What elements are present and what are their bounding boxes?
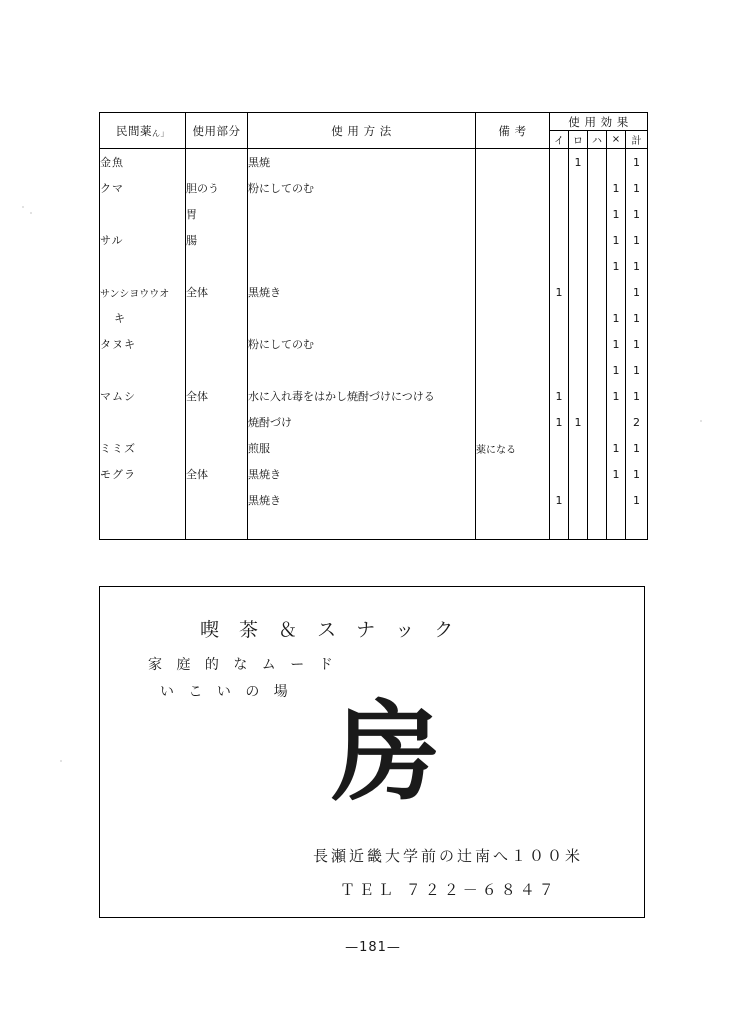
cell-effect-total: 1 [626, 383, 648, 409]
cell-effect-x: 1 [607, 331, 626, 357]
cell-part [186, 487, 248, 513]
cell-method: 黒焼き [248, 461, 476, 487]
cell-name: マムシ [100, 383, 186, 409]
cell-effect-total: 1 [626, 201, 648, 227]
cell-effect-ha [588, 383, 607, 409]
cell-effect-i [550, 461, 569, 487]
cell-note [476, 357, 550, 383]
cell-effect-total: 1 [626, 487, 648, 513]
cell-effect-total: 1 [626, 461, 648, 487]
cell-effect-ro [569, 383, 588, 409]
cell-note [476, 409, 550, 435]
cell-part: 全体 [186, 383, 248, 409]
cell-effect-total: 1 [626, 227, 648, 253]
cell-note [476, 305, 550, 331]
cell-part: 腸 [186, 227, 248, 253]
cell-effect-total: 1 [626, 331, 648, 357]
cell-effect-x: 1 [607, 435, 626, 461]
cell-name [100, 201, 186, 227]
cell-part [186, 331, 248, 357]
cell-method [248, 227, 476, 253]
cell-effect-ro [569, 175, 588, 201]
cell-effect-i: 1 [550, 409, 569, 435]
cell-effect-i [550, 253, 569, 279]
cell-effect-ro [569, 253, 588, 279]
cell-effect-ha [588, 175, 607, 201]
scan-speck [22, 206, 24, 208]
scan-speck [60, 760, 62, 762]
cell-method [248, 305, 476, 331]
table-row [100, 435, 648, 461]
table-row [100, 305, 648, 331]
cell-name [100, 409, 186, 435]
cell-method [248, 513, 476, 540]
cell-effect-x: 1 [607, 227, 626, 253]
cell-effect-x [607, 149, 626, 176]
cell-effect-ro [569, 487, 588, 513]
cell-note [476, 331, 550, 357]
folk-medicine-table [99, 112, 647, 540]
table-row [100, 357, 648, 383]
cell-name: サンシヨウウオ [100, 279, 186, 305]
cell-method: 黒焼 [248, 149, 476, 176]
cell-name [100, 513, 186, 540]
cell-effect-x: 1 [607, 201, 626, 227]
cell-effect-ha [588, 435, 607, 461]
cell-note [476, 279, 550, 305]
table-row [100, 331, 648, 357]
table-row [100, 253, 648, 279]
table-body [100, 149, 648, 540]
cell-note [476, 461, 550, 487]
cell-effect-ha [588, 487, 607, 513]
cell-name [100, 357, 186, 383]
header-effect-group: 使 用 効 果 [550, 113, 648, 131]
cell-name [100, 487, 186, 513]
table-row [100, 487, 648, 513]
cell-note [476, 383, 550, 409]
cell-name: ミミズ [100, 435, 186, 461]
scan-speck [30, 212, 32, 214]
header-name-label: 民間薬 [116, 123, 152, 138]
ad-subtitle-2: い こ い の 場 [160, 684, 293, 700]
cell-effect-total: 1 [626, 253, 648, 279]
cell-name: タヌキ [100, 331, 186, 357]
cell-effect-ro [569, 513, 588, 540]
cell-method: 水に入れ毒をはかし焼酎づけにつける [248, 383, 476, 409]
cell-note [476, 227, 550, 253]
header-part: 使用部分 [186, 113, 248, 149]
header-name [100, 113, 186, 149]
cell-effect-ro [569, 305, 588, 331]
table-row [100, 149, 648, 176]
cell-method: 黒焼き [248, 487, 476, 513]
cell-effect-ha [588, 201, 607, 227]
header-effect-i: イ [550, 131, 569, 149]
cell-part: 全体 [186, 461, 248, 487]
cell-method: 煎服 [248, 435, 476, 461]
cell-effect-i [550, 175, 569, 201]
ad-subtitle-1: 家 庭 的 な ム ー ド [148, 657, 338, 673]
scan-speck [700, 420, 702, 422]
cell-effect-total [626, 513, 648, 540]
cell-effect-x: 1 [607, 253, 626, 279]
cell-effect-ro [569, 461, 588, 487]
advertisement-box [99, 586, 645, 918]
header-method: 使 用 方 法 [248, 113, 476, 149]
cell-effect-i: 1 [550, 383, 569, 409]
cell-effect-ro [569, 201, 588, 227]
cell-name [100, 253, 186, 279]
table-row [100, 227, 648, 253]
header-effect-x: × [607, 131, 626, 149]
table-row [100, 383, 648, 409]
cell-effect-ha [588, 227, 607, 253]
cell-effect-i [550, 357, 569, 383]
cell-effect-x: 1 [607, 175, 626, 201]
table-row [100, 409, 648, 435]
cell-effect-i [550, 513, 569, 540]
cell-part [186, 253, 248, 279]
cell-effect-x [607, 279, 626, 305]
cell-effect-ha [588, 253, 607, 279]
cell-part [186, 357, 248, 383]
cell-effect-total: 1 [626, 357, 648, 383]
cell-effect-i [550, 201, 569, 227]
cell-note: 薬になる [476, 435, 550, 461]
cell-effect-ha [588, 279, 607, 305]
cell-method [248, 201, 476, 227]
cell-effect-total: 1 [626, 279, 648, 305]
cell-note [476, 487, 550, 513]
cell-note [476, 149, 550, 176]
cell-effect-ro: 1 [569, 409, 588, 435]
header-effect-total: 計 [626, 131, 648, 149]
cell-effect-x [607, 513, 626, 540]
cell-method: 黒焼き [248, 279, 476, 305]
cell-effect-ro [569, 279, 588, 305]
cell-method [248, 357, 476, 383]
cell-part: 全体 [186, 279, 248, 305]
cell-method: 焼酎づけ [248, 409, 476, 435]
page-number: —181— [345, 940, 401, 955]
table-row [100, 461, 648, 487]
cell-effect-i [550, 227, 569, 253]
cell-name: キ [100, 305, 186, 331]
table-row [100, 513, 648, 540]
cell-part [186, 149, 248, 176]
ad-logo-character: 房 [332, 690, 441, 816]
cell-name: クマ [100, 175, 186, 201]
cell-effect-i [550, 149, 569, 176]
cell-effect-x [607, 487, 626, 513]
cell-note [476, 513, 550, 540]
table [99, 112, 648, 540]
cell-effect-total: 1 [626, 305, 648, 331]
cell-name: サル [100, 227, 186, 253]
header-note: 備 考 [476, 113, 550, 149]
cell-name: モグラ [100, 461, 186, 487]
table-head [100, 113, 648, 149]
table-row [100, 201, 648, 227]
cell-effect-total: 2 [626, 409, 648, 435]
cell-effect-ha [588, 513, 607, 540]
cell-note [476, 201, 550, 227]
cell-effect-x: 1 [607, 305, 626, 331]
cell-effect-i [550, 435, 569, 461]
cell-effect-i: 1 [550, 487, 569, 513]
cell-part: 胆のう [186, 175, 248, 201]
cell-effect-i: 1 [550, 279, 569, 305]
cell-effect-ha [588, 331, 607, 357]
table-row [100, 175, 648, 201]
cell-part [186, 305, 248, 331]
ad-telephone: ＴＥＬ ７２２－６８４７ [340, 881, 558, 899]
cell-note [476, 175, 550, 201]
cell-effect-ro [569, 435, 588, 461]
cell-effect-ha [588, 409, 607, 435]
cell-effect-total: 1 [626, 175, 648, 201]
cell-method [248, 253, 476, 279]
cell-effect-total: 1 [626, 435, 648, 461]
header-effect-ha: ハ [588, 131, 607, 149]
cell-effect-i [550, 331, 569, 357]
cell-effect-x: 1 [607, 383, 626, 409]
ad-title: 喫 茶 ＆ ス ナ ッ ク [200, 619, 461, 641]
cell-method: 粉にしてのむ [248, 331, 476, 357]
cell-effect-ro [569, 227, 588, 253]
cell-effect-ha [588, 149, 607, 176]
cell-effect-ro [569, 331, 588, 357]
cell-effect-ha [588, 357, 607, 383]
cell-note [476, 253, 550, 279]
cell-effect-total: 1 [626, 149, 648, 176]
cell-effect-ha [588, 305, 607, 331]
ad-address: 長瀬近畿大学前の辻南へ１００米 [313, 847, 584, 865]
cell-part [186, 513, 248, 540]
cell-effect-x: 1 [607, 357, 626, 383]
cell-part [186, 409, 248, 435]
cell-method: 粉にしてのむ [248, 175, 476, 201]
header-name-sublabel: ん」 [152, 128, 169, 138]
cell-name: 金魚 [100, 149, 186, 176]
cell-effect-x: 1 [607, 461, 626, 487]
cell-effect-ro: 1 [569, 149, 588, 176]
cell-effect-ha [588, 461, 607, 487]
cell-effect-i [550, 305, 569, 331]
table-row [100, 279, 648, 305]
cell-part: 胃 [186, 201, 248, 227]
cell-effect-ro [569, 357, 588, 383]
cell-effect-x [607, 409, 626, 435]
cell-part [186, 435, 248, 461]
header-effect-ro: ロ [569, 131, 588, 149]
header-row-1 [100, 113, 648, 131]
